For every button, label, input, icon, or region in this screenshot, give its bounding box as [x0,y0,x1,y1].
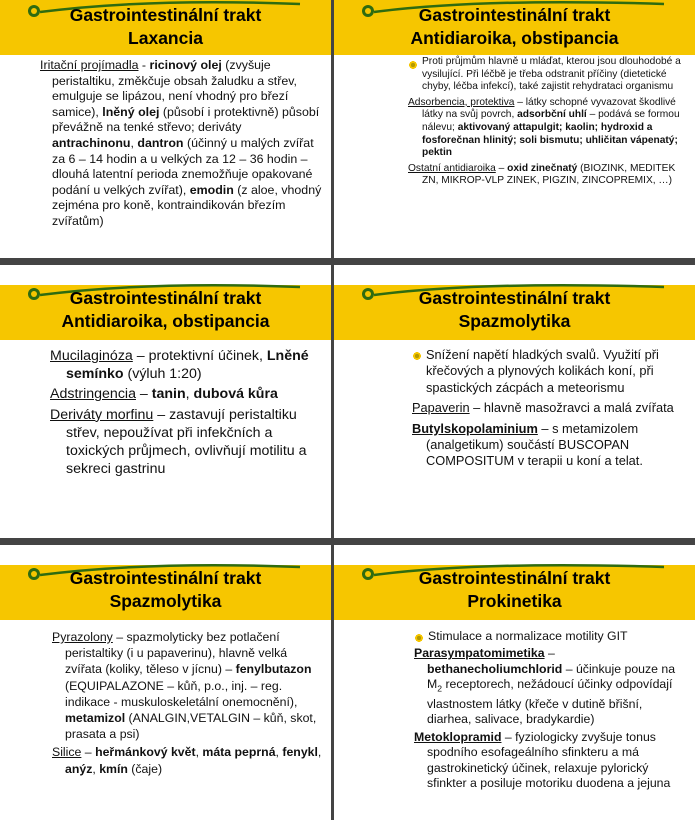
text-run: Deriváty morfinu [50,406,154,423]
text-run: Ostatní antidiaroika [408,162,496,174]
slide-title [334,287,695,333]
text-run: , [92,761,100,776]
title-line-1: Gastrointestinální trakt [418,568,611,588]
text-run: 2 [437,683,443,694]
title-line-1: Gastrointestinální trakt [69,288,262,308]
text-run: fenykl [282,745,318,760]
text-run: (působí i protektivně) působí převážně na tenké střevo; deriváty [52,104,320,135]
text-run: – s metamizolem (analgetikum) součástí BUSCOPAN COMPOSITUM v terapii u koní a telat. [426,420,643,469]
text-run: (výluh 1:20) [123,366,202,383]
text-run: Lněné semínko [66,348,309,383]
text-run: Metoklopramid [414,729,502,744]
title-line-2: Antidiaroika, obstipancia [61,311,270,331]
text-run: – účinkuje pouze na M [427,661,676,692]
title-line-2: Prokinetika [467,591,562,611]
text-run: anýz [65,761,93,776]
slide-body [50,347,325,480]
title-line-2: Laxancia [128,28,203,48]
slide-spazmolytika-2 [0,545,331,820]
text-run: – spazmolyticky bez potlačení peristaltiky (i u papaverinu), hlavně velká zvířata (koliky, těleso v jícnu) – [65,630,288,677]
text-run: – látky schopné vyvazovat škodlivé látky na svůj povrch, [422,96,676,121]
paragraph [412,400,689,416]
paragraph [408,56,689,94]
slide-spazmolytika-1 [334,265,695,538]
paragraph [414,629,689,644]
title-line-1: Gastrointestinální trakt [69,5,262,25]
title-line-2: Spazmolytika [458,311,571,331]
paragraph [50,406,325,479]
text-run: , [317,745,322,760]
text-run: (EQUIPALAZONE – kůň, p.o., inj. – reg. indikace - muskuloskeletální onemocnění), [65,678,298,709]
text-run: (ANALGIN,VETALGIN – kůň, skot, prasata a psi) [65,711,317,742]
title-line-1: Gastrointestinální trakt [418,5,611,25]
text-run: Parasympatomimetika [414,646,545,661]
slide-laxancia [0,0,331,258]
slide-title [334,567,695,613]
text-run: Adstringencia [50,386,136,403]
text-run: dantron [137,135,184,150]
text-run: dubová kůra [193,386,278,403]
text-run: Mucilaginóza [50,348,133,364]
slide-antidiaroika-2 [0,265,331,538]
text-run: Papaverin [412,400,470,416]
slide-title [334,4,695,50]
text-run: adsorbční uhlí [517,109,587,121]
slide-title [0,287,331,333]
slide-body [414,629,689,794]
text-run: (BIOZINK, MEDITEK ZN, MIKROP-VLP ZINEK, PIGZIN, ZINCOPREMIX, …) [422,162,676,187]
text-run: Adsorbencia, protektiva [408,96,515,108]
text-run: Butylskopolaminium [412,420,538,436]
paragraph [412,421,689,470]
title-line-1: Gastrointestinální trakt [418,288,611,308]
text-run: Iritační projímadla [40,58,139,72]
text-run: antrachinonu [52,135,131,150]
text-run: , [195,745,203,760]
paragraph [40,58,325,230]
paragraph [52,629,325,742]
text-run: (účinný u malých zvířat za 6 – 14 hodin a u velkých za 12 – 36 hodin – dlouhá latentní perioda znemožňuje opakované podání u velkých zvířat), [52,135,314,197]
text-run: Pyrazolony [52,630,113,644]
text-run: - [138,58,150,72]
title-line-1: Gastrointestinální trakt [69,568,262,588]
text-run: Snížení napětí hladkých svalů. Využití při křečových a plynových kolikách koní, při spastických zácpách a meteorismu [426,347,659,395]
text-run: heřmánkový květ [95,745,196,760]
text-run: lněný olej [102,104,160,119]
paragraph [50,347,325,383]
text-run: – [81,745,96,760]
text-run: – [544,646,555,661]
text-run: Proti průjmům hlavně u mláďat, kterou jsou dlouhodobé a vysilující. Při léčbě je třeba odstranit příčiny (dietetické chyby, léčba infekcí), také zajistit rehydrataci organismu [422,56,681,93]
text-run: bethanecholiumchlorid [427,661,563,676]
text-run: fenylbutazon [235,662,312,677]
paragraph [414,646,689,727]
text-run: Stimulace a normalizace motility GIT [428,629,628,643]
text-run: emodin [189,182,234,197]
paragraph [412,347,689,396]
text-run: – [135,386,152,403]
paragraph [408,97,689,160]
text-run: – fyziologicky zvyšuje tonus spodního esofageálního sfinkteru a má gastrokinetický účinek, relaxuje pylorický sfinkter a posiluje motoriku duodena a jejuna [427,729,671,791]
horizontal-divider-2 [0,538,695,545]
title-line-2: Antidiaroika, obstipancia [410,28,619,48]
text-run: oxid zinečnatý [507,162,578,174]
title-line-2: Spazmolytika [109,591,222,611]
text-run: ricinový olej [149,58,222,72]
text-run: metamizol [65,711,126,726]
text-run: (zvyšuje peristaltiku, změkčuje obsah žaludku a střev, emulguje se lipázou, není vhodný pro březí samice), [52,58,297,119]
text-run: – protektivní účinek, [132,348,267,364]
text-run: , [130,135,138,150]
paragraph [50,385,325,403]
text-run: – [495,162,508,174]
text-run: – podává se formou nálevu; [422,109,680,133]
horizontal-divider-1 [0,258,695,265]
text-run: máta peprná [202,745,276,760]
slide-body [412,347,689,474]
text-run: (čaje) [127,761,163,776]
slide-body [52,629,325,779]
paragraph [408,163,689,188]
text-run: receptorech, nežádoucí účinky odpovídají vlastnostem látky (křeče v dutině břišní, diarhea, salivace, bradykardie) [427,677,673,727]
text-run: – zastavují peristaltiku střev, nepoužívat při infekčních a toxických průjmech, ovlivňují motilitu a sekreci gastrinu [66,406,307,478]
text-run: kmín [99,761,128,776]
text-run: – hlavně masožravci a malá zvířata [469,400,674,416]
slide-prokinetika [334,545,695,820]
slide-title [0,567,331,613]
text-run: aktivovaný attapulgit; kaolin; hydroxid a fosforečnan hlinitý; soli bismutu; uhličitan vápenatý; pektin [422,121,678,159]
paragraph [52,744,325,776]
slide-title [0,4,331,50]
text-run: , [185,386,194,403]
slide-antidiaroika-1 [334,0,695,258]
slide-body [40,58,325,230]
slide-body [408,56,689,191]
text-run: Silice [52,745,82,760]
text-run: , [275,745,283,760]
paragraph [414,730,689,792]
text-run: (z aloe, vhodný zejména pro koně, kontraindikován březím zvířatům) [52,182,322,228]
text-run: tanin [151,386,186,403]
